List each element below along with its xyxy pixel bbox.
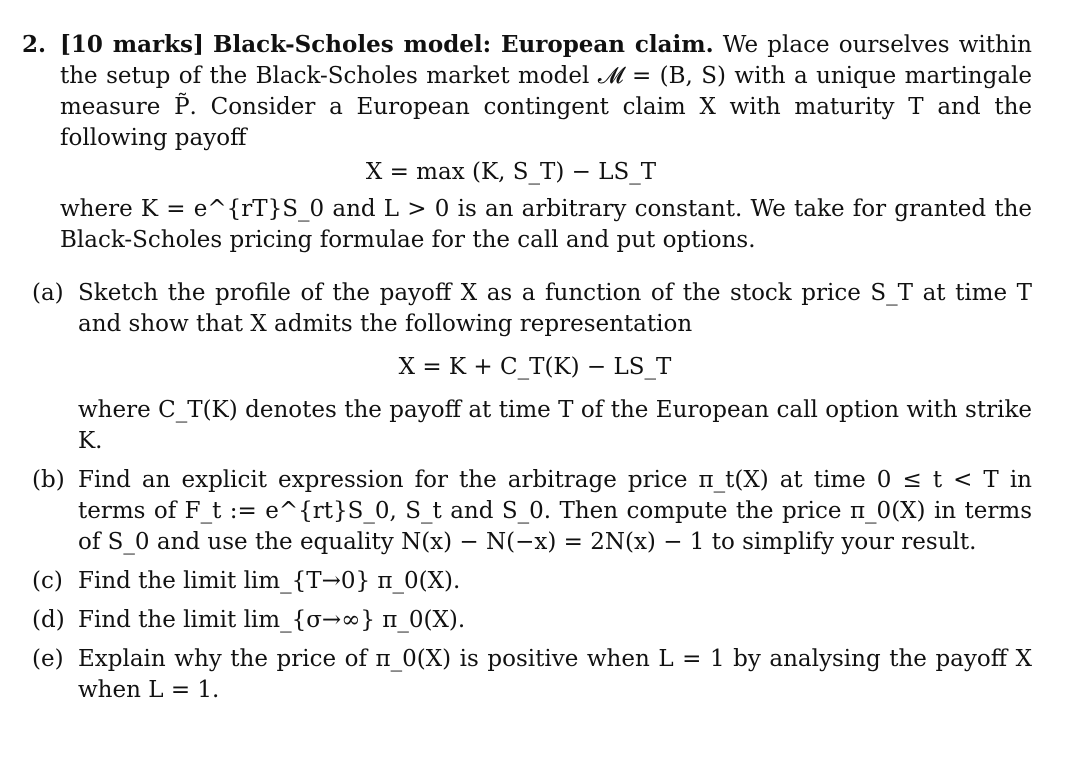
representation-equation: X = K + C_T(K) − LS_T (398, 354, 672, 380)
question-block (22, 29, 1032, 714)
question-intro: We place ourselves within the setup of the Black-Scholes market model 𝓜 = (B, S) with a unique martingale measure P̃. Consider a European contingent claim X with maturity T and the following payoff (60, 32, 1032, 151)
part-a (22, 278, 1032, 457)
part-text: Explain why the price of π_0(X) is positive when L = 1 by analysing the payoff X when L = 1. (78, 646, 1032, 703)
part-text: Find the limit lim_{σ→∞} π_0(X). (78, 607, 466, 633)
part-label: (c) (32, 568, 63, 594)
part-text-after: where C_T(K) denotes the payoff at time T of the European call option with strike K. (78, 397, 1032, 454)
part-b (22, 465, 1032, 558)
parts-list (22, 278, 1032, 706)
part-label: (b) (32, 467, 65, 493)
part-text: Find the limit lim_{T→0} π_0(X). (78, 568, 461, 594)
part-label: (d) (32, 607, 65, 633)
payoff-equation: X = max (K, S_T) − LS_T (365, 159, 657, 185)
question-number: 2. (22, 31, 47, 58)
question-conditions: where K = e^{rT}S_0 and L > 0 is an arbitrary constant. We take for granted the Black-Scholes pricing formulae for the call and put options. (60, 196, 1032, 253)
question-marks: [10 marks] (60, 31, 204, 58)
question-title: Black-Scholes model: European claim. (213, 31, 714, 58)
question-body (60, 29, 1032, 256)
part-text: Sketch the profile of the payoff X as a function of the stock price S_T at time T and show that X admits the following representation (78, 280, 1032, 337)
part-label: (a) (32, 280, 64, 306)
part-text: Find an explicit expression for the arbitrage price π_t(X) at time 0 ≤ t < T in terms of F_t := e^{rt}S_0, S_t and S_0. Then compute the price π_0(X) in terms of S_0 and use the equality N(x) − N(−x) = 2N(x) − 1 to simplify your result. (78, 467, 1032, 555)
part-d (22, 605, 1032, 636)
part-c (22, 566, 1032, 597)
part-label: (e) (32, 646, 64, 672)
part-e (22, 644, 1032, 706)
